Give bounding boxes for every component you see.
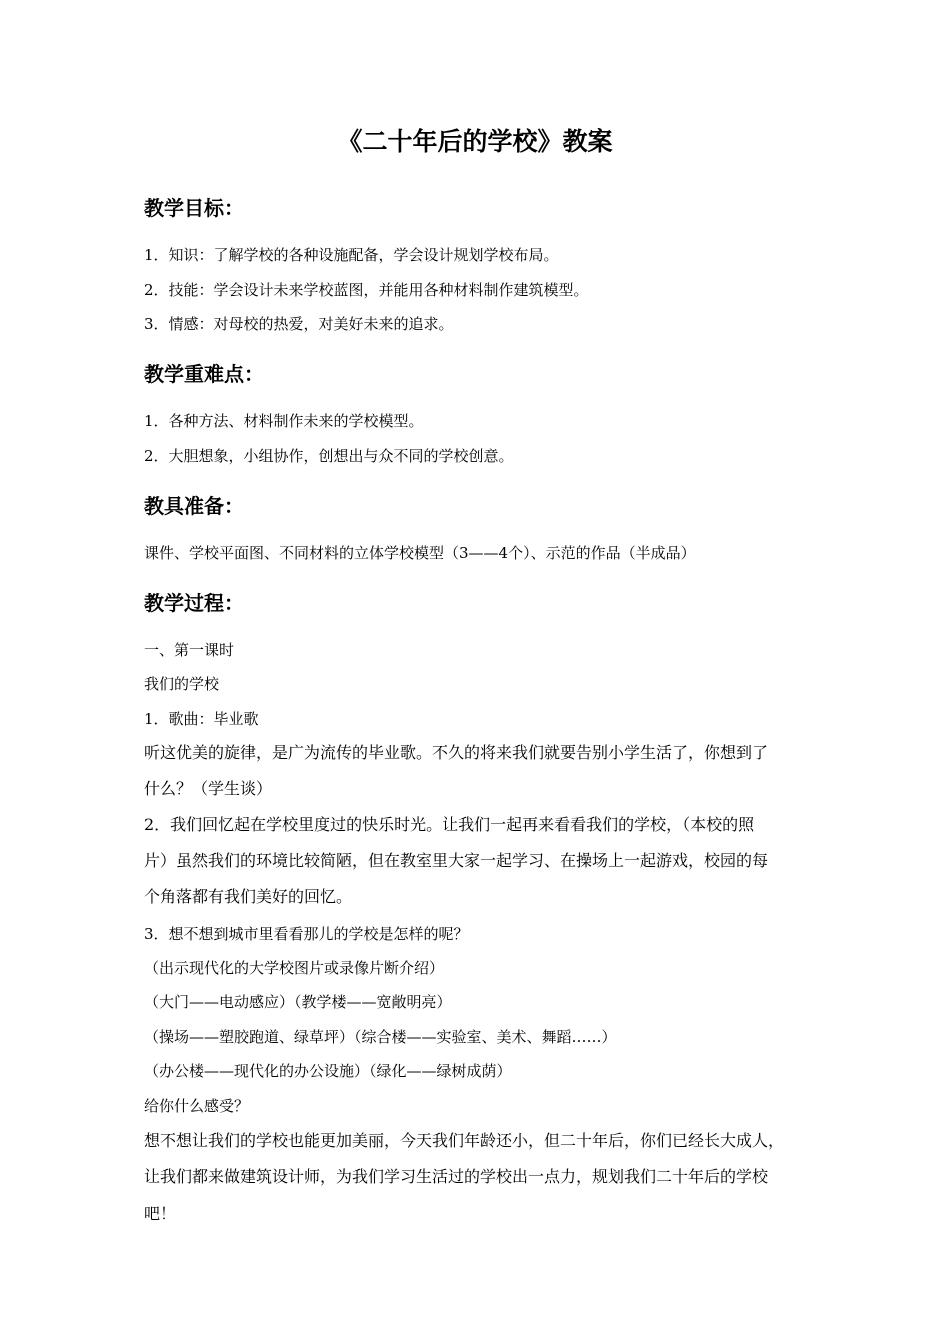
process-line: 2．我们回忆起在学校里度过的快乐时光。让我们一起再来看看我们的学校，（本校的照 — [144, 815, 755, 834]
goal-item-1: 1．知识：了解学校的各种设施配备，学会设计规划学校布局。 — [144, 246, 559, 264]
process-line: （办公楼——现代化的办公设施）（绿化——绿树成荫） — [144, 1062, 512, 1080]
process-line: 什么？（学生谈） — [144, 779, 273, 798]
process-line: 让我们都来做建筑设计师，为我们学习生活过的学校出一点力，规划我们二十年后的学校 — [144, 1167, 769, 1186]
process-line: 吧！ — [144, 1204, 177, 1223]
process-line: 听这优美的旋律，是广为流传的毕业歌。不久的将来我们就要告别小学生活了，你想到了 — [144, 743, 769, 762]
process-line: （出示现代化的大学校图片或录像片断介绍） — [144, 959, 445, 977]
heading-process: 教学过程： — [144, 591, 244, 615]
process-line: 个角落都有我们美好的回忆。 — [144, 887, 353, 906]
process-line: 想不想让我们的学校也能更加美丽，今天我们年龄还小，但二十年后，你们已经长大成人， — [144, 1131, 785, 1150]
heading-materials: 教具准备： — [144, 494, 244, 518]
process-line: 我们的学校 — [144, 675, 220, 693]
heading-goals: 教学目标： — [144, 196, 244, 220]
key-point-item-2: 2．大胆想象，小组协作，创想出与众不同的学校创意。 — [144, 447, 514, 465]
goal-item-3: 3．情感：对母校的热爱，对美好未来的追求。 — [144, 315, 454, 333]
process-line: （大门——电动感应）（教学楼——宽敞明亮） — [144, 993, 452, 1011]
process-line: 一、第一课时 — [144, 641, 235, 659]
process-line: 3．想不想到城市里看看那儿的学校是怎样的呢？ — [144, 925, 469, 943]
goal-item-2: 2．技能：学会设计未来学校蓝图，并能用各种材料制作建筑模型。 — [144, 281, 589, 299]
materials-text: 课件、学校平面图、不同材料的立体学校模型（3——4个）、示范的作品（半成品） — [144, 544, 696, 562]
process-line: 1．歌曲：毕业歌 — [144, 710, 259, 728]
process-line: 片）虽然我们的环境比较简陋，但在教室里大家一起学习、在操场上一起游戏，校园的每 — [144, 851, 769, 870]
heading-key-points: 教学重难点： — [144, 362, 264, 386]
process-line: （操场——塑胶跑道、绿草坪）（综合楼——实验室、美术、舞蹈……） — [144, 1028, 617, 1046]
process-line: 给你什么感受？ — [144, 1097, 250, 1115]
key-point-item-1: 1．各种方法、材料制作未来的学校模型。 — [144, 412, 424, 430]
document-title: 《二十年后的学校》教案 — [337, 127, 613, 156]
